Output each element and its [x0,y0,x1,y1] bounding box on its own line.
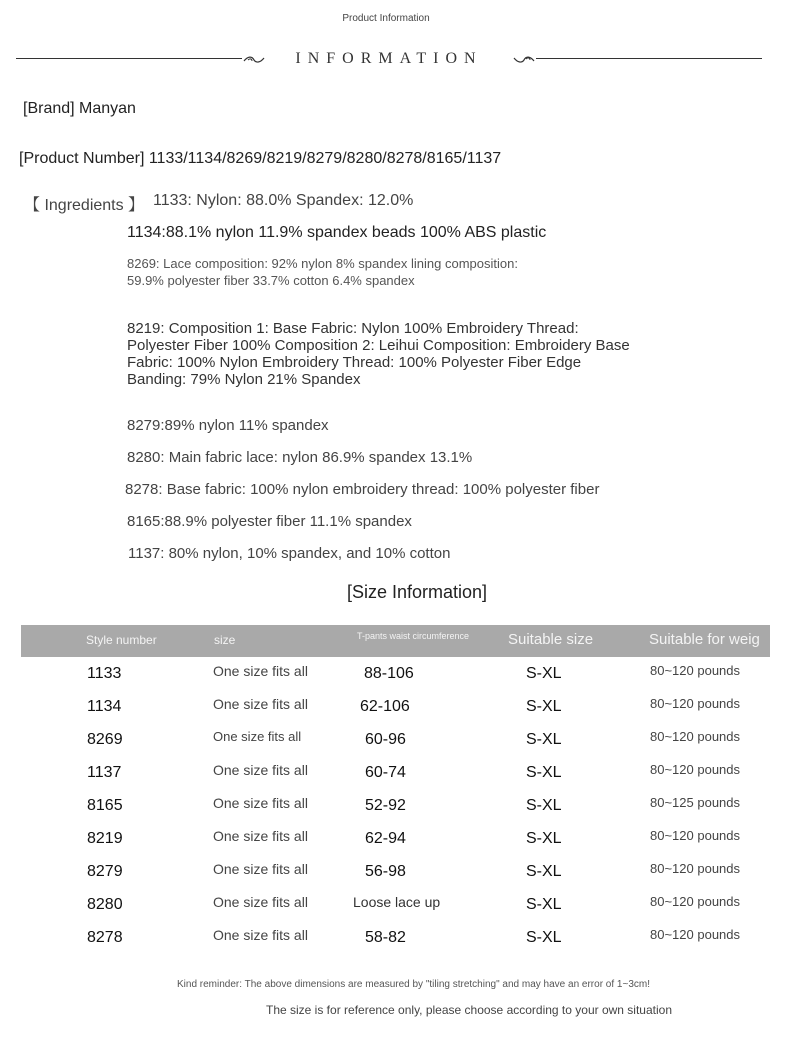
weight-cell: 80~120 pounds [650,828,741,843]
waist-cell: 58-82 [365,929,406,946]
size-cell: One size fits all [213,894,308,910]
information-banner [16,50,762,72]
ingredient-1134: 1134:88.1% nylon 11.9% spandex beads 100% ABS plastic [127,224,547,241]
suitable-size-cell: S-XL [526,896,562,913]
table-row [0,929,790,962]
waist-cell: 88-106 [364,665,414,682]
table-row [0,731,790,764]
flourish-icon [512,52,536,66]
table-row [0,764,790,797]
weight-cell: 80~120 pounds [650,696,741,711]
ingredient-1133: 1133: Nylon: 88.0% Spandex: 12.0% [153,192,414,209]
weight-cell: 80~120 pounds [650,663,741,678]
suitable-size-cell: S-XL [526,698,562,715]
column-header-size: size [214,633,236,647]
ingredient-8165: 8165:88.9% polyester fiber 11.1% spandex [127,513,412,530]
style-number-cell: 8269 [87,731,123,748]
suitable-size-cell: S-XL [526,797,562,814]
waist-cell: 60-96 [365,731,406,748]
column-header-weight: Suitable for weig [649,631,760,648]
top-caption: Product Information [342,13,430,24]
ingredients-label: 【 Ingredients 】 [24,197,145,214]
weight-cell: 80~120 pounds [650,927,741,942]
weight-cell: 80~120 pounds [650,894,741,909]
column-header-style-number: Style number [86,633,157,647]
table-row [0,698,790,731]
size-cell: One size fits all [213,795,308,811]
style-number-cell: 1134 [87,698,122,715]
style-number-cell: 8219 [87,830,123,847]
table-row [0,830,790,863]
suitable-size-cell: S-XL [526,665,562,682]
ingredient-8279: 8279:89% nylon 11% spandex [127,417,329,434]
weight-cell: 80~120 pounds [650,762,741,777]
size-cell: One size fits all [213,696,308,712]
ingredient-8269: 8269: Lace composition: 92% nylon 8% spandex lining composition: 59.9% polyester fiber 33.7% cotton 6.4% spandex [127,256,518,288]
size-cell: One size fits all [213,828,308,844]
suitable-size-cell: S-XL [526,830,562,847]
style-number-cell: 8280 [87,896,123,913]
waist-cell: 60-74 [365,764,406,781]
divider-line-left [16,58,242,59]
product-number-line: [Product Number] 1133/1134/8269/8219/8279/8280/8278/8165/1137 [19,150,502,167]
information-title: INFORMATION [295,50,483,67]
table-row [0,863,790,896]
ingredient-8278: 8278: Base fabric: 100% nylon embroidery thread: 100% polyester fiber [125,481,600,498]
size-information-title: [Size Information] [346,582,488,602]
suitable-size-cell: S-XL [526,731,562,748]
table-row [0,665,790,698]
style-number-cell: 8278 [87,929,123,946]
table-row [0,797,790,830]
style-number-cell: 1137 [87,764,122,781]
weight-cell: 80~120 pounds [650,729,741,744]
suitable-size-cell: S-XL [526,863,562,880]
size-cell: One size fits all [213,729,302,744]
style-number-cell: 8165 [87,797,123,814]
brand-line: [Brand] Manyan [23,100,136,117]
size-cell: One size fits all [213,927,308,943]
reference-note: The size is for reference only, please choose according to your own situation [266,1003,672,1017]
size-table-header [21,625,770,657]
column-header-suitable-size: Suitable size [508,631,594,648]
ingredient-8219: 8219: Composition 1: Base Fabric: Nylon 100% Embroidery Thread: Polyester Fiber 100% Composition 2: Leihui Composition: Embroidery Base Fabric: 100% Nylon Embroidery Thread: 100% Polyester Fiber Edge Banding: 79% Nylon 21% Spandex [127,320,630,388]
style-number-cell: 8279 [87,863,123,880]
divider-line-right [536,58,762,59]
waist-cell: 62-106 [360,698,410,715]
column-header-waist: T-pants waist circumference [357,631,470,641]
waist-cell: 56-98 [365,863,406,880]
weight-cell: 80~125 pounds [650,795,741,810]
size-cell: One size fits all [213,762,308,778]
table-row [0,896,790,929]
waist-cell: Loose lace up [353,894,441,910]
flourish-icon [242,52,266,66]
style-number-cell: 1133 [87,665,122,682]
size-cell: One size fits all [213,861,308,877]
ingredient-8280: 8280: Main fabric lace: nylon 86.9% spandex 13.1% [127,449,473,466]
suitable-size-cell: S-XL [526,929,562,946]
waist-cell: 62-94 [365,830,406,847]
weight-cell: 80~120 pounds [650,861,741,876]
waist-cell: 52-92 [365,797,406,814]
measurement-reminder: Kind reminder: The above dimensions are measured by "tiling stretching" and may have an error of 1~3cm! [177,979,650,990]
size-cell: One size fits all [213,663,308,679]
ingredient-1137: 1137: 80% nylon, 10% spandex, and 10% cotton [128,545,451,562]
suitable-size-cell: S-XL [526,764,562,781]
